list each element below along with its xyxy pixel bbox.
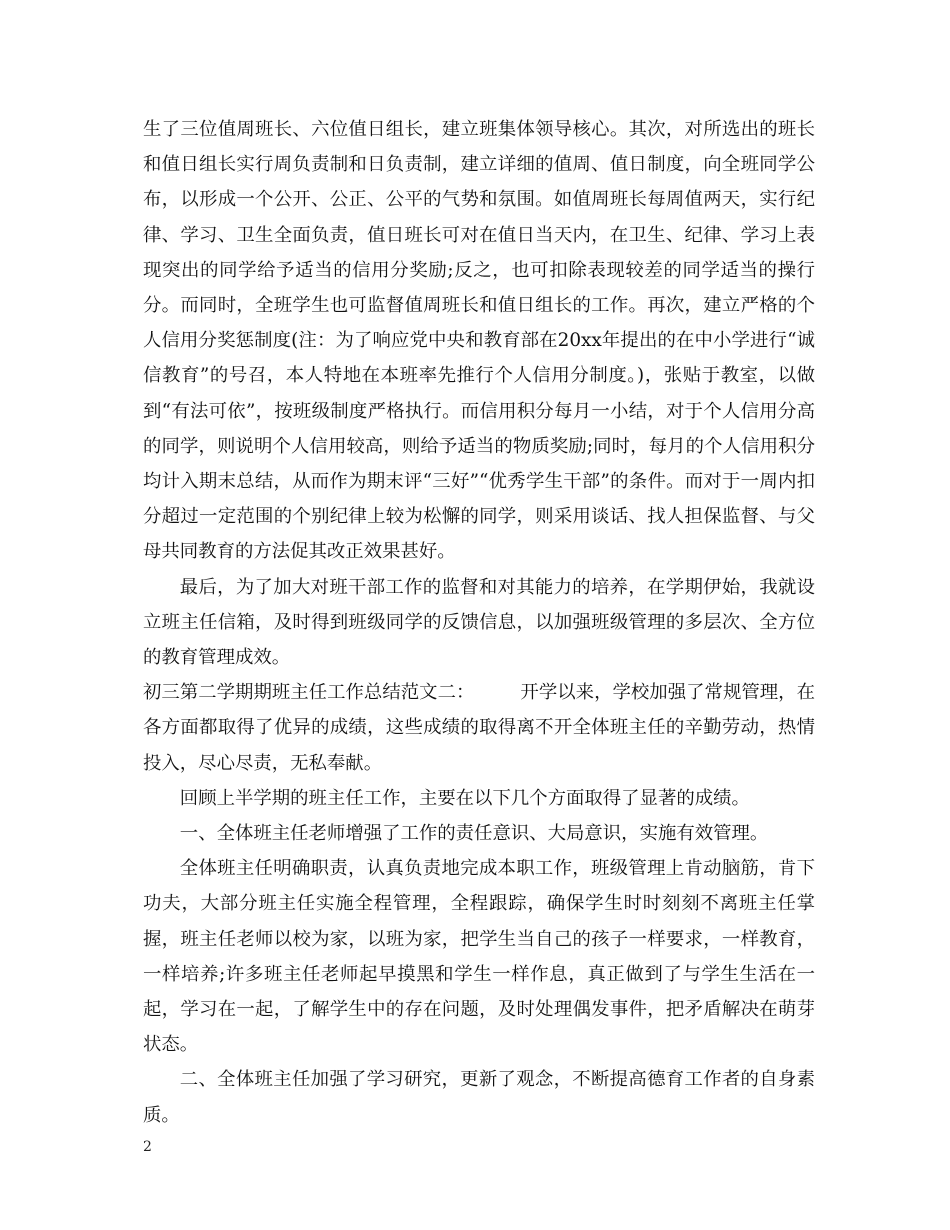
paragraph-6: 全体班主任明确职责，认真负责地完成本职工作，班级管理上肯动脑筋，肯下功夫，大部分班主任实施全程管理，全程跟踪，确保学生时时刻刻不离班主任掌握，班主任老师以校为家，以班为家，把学生当自己的孩子一样要求，一样教育，一样培养;许多班主任老师起早摸黑和学生一样作息，真正做到了与学生生活在一起，学习在一起，了解学生中的存在问题，及时处理偶发事件，把矛盾解决在萌芽状态。 (143, 858, 815, 1056)
paragraph-4: 回顾上半学期的班主任工作，主要在以下几个方面取得了显著的成绩。 (179, 787, 750, 809)
paragraph-1: 生了三位值周班长、六位值日组长，建立班集体领导核心。其次，对所选出的班长和值日组长实行周负责制和日负责制，建立详细的值周、值日制度，向全班同学公布，以形成一个公开、公正、公平的气势和氛围。如值周班长每周值两天，实行纪律、学习、卫生全面负责，值日班长可对在值日当天内，在卫生、纪律、学习上表现突出的同学给予适当的信用分奖励;反之，也可扣除表现较差的同学适当的操行分。而同时，全班学生也可监督值周班长和值日组长的工作。再次，建立严格的个人信用分奖惩制度(注：为了响应党中央和教育部在20xx年提出的在中小学进行“诚信教育”的号召，本人特地在本班率先推行个人信用分制度。)，张贴于教室，以做到“有法可依”，按班级制度严格执行。而信用积分每月一小结，对于个人信用分高的同学，则说明个人信用较高，则给予适当的物质奖励;同时，每月的个人信用积分均计入期末总结，从而作为期末评“三好”“优秀学生干部”的条件。而对于一周内扣分超过一定范围的个别纪律上较为松懈的同学，则采用谈话、找人担保监督、与父母共同教育的方法促其改正效果甚好。 (143, 119, 815, 563)
paragraph-5: 一、全体班主任老师增强了工作的责任意识、大局意识，实施有效管理。 (179, 823, 769, 845)
paragraph-2: 最后，为了加大对班干部工作的监督和对其能力的培养，在学期伊始，我就设立班主任信箱，及时得到班级同学的反馈信息，以加强班级管理的多层次、全方位的教育管理成效。 (143, 576, 815, 669)
page-number: 2 (143, 1139, 152, 1155)
document-body (143, 112, 815, 1133)
paragraph-7: 二、全体班主任加强了学习研究，更新了观念，不断提高德育工作者的自身素质。 (143, 1069, 815, 1126)
paragraph-3: 初三第二学期期班主任工作总结范文二： 开学以来，学校加强了常规管理，在各方面都取得了优异的成绩，这些成绩的取得离不开全体班主任的辛勤劳动，热情投入，尽心尽责，无私奉献。 (143, 682, 815, 774)
